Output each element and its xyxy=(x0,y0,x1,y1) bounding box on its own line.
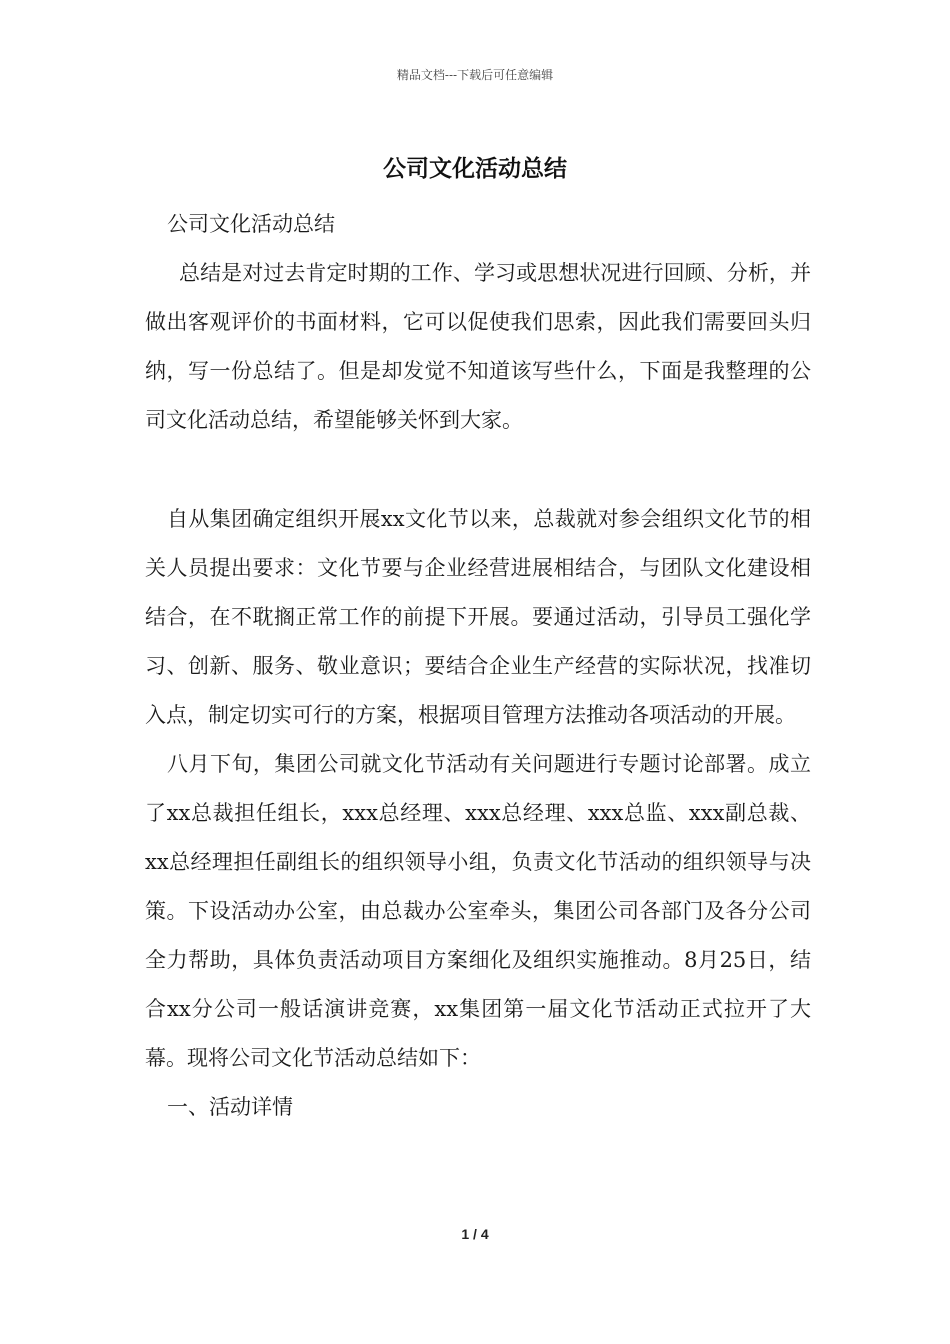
document-title: 公司文化活动总结 xyxy=(383,155,567,182)
body-paragraph-2: 八月下旬，集团公司就文化节活动有关问题进行专题讨论部署。成立了xx总裁担任组长，xxx总经理、xxx总经理、xxx总监、xxx副总裁、xx总经理担任副组长的组织领导小组，负责文化节活动的组织领导与决策。下设活动办公室，由总裁办公室牵头，集团公司各部门及各分公司全力帮助，具体负责活动项目方案细化及组织实施推动。8月25日，结合xx分公司一般话演讲竞赛，xx集团第一届文化节活动正式拉开了大幕。现将公司文化节活动总结如下： xyxy=(145,752,811,1070)
paragraph-gap xyxy=(145,445,811,495)
page-number: 1 / 4 xyxy=(461,1226,489,1242)
intro-paragraph: 总结是对过去肯定时期的工作、学习或思想状况进行回顾、分析，并做出客观评价的书面材料，它可以促使我们思索，因此我们需要回头归纳，写一份总结了。但是却发觉不知道该写些什么，下面是我整理的公司文化活动总结，希望能够关怀到大家。 xyxy=(145,261,811,432)
body-paragraph-1: 自从集团确定组织开展xx文化节以来，总裁就对参会组织文化节的相关人员提出要求：文化节要与企业经营进展相结合，与团队文化建设相结合，在不耽搁正常工作的前提下开展。要通过活动，引导员工强化学习、创新、服务、敬业意识；要结合企业生产经营的实际状况，找准切入点，制定切实可行的方案，根据项目管理方法推动各项活动的开展。 xyxy=(145,507,811,727)
page-header: 精品文档---下载后可任意编辑 xyxy=(396,68,554,82)
section-heading-1: 一、活动详情 xyxy=(167,1095,293,1119)
document-body xyxy=(145,200,811,1132)
document-subtitle: 公司文化活动总结 xyxy=(167,212,335,236)
